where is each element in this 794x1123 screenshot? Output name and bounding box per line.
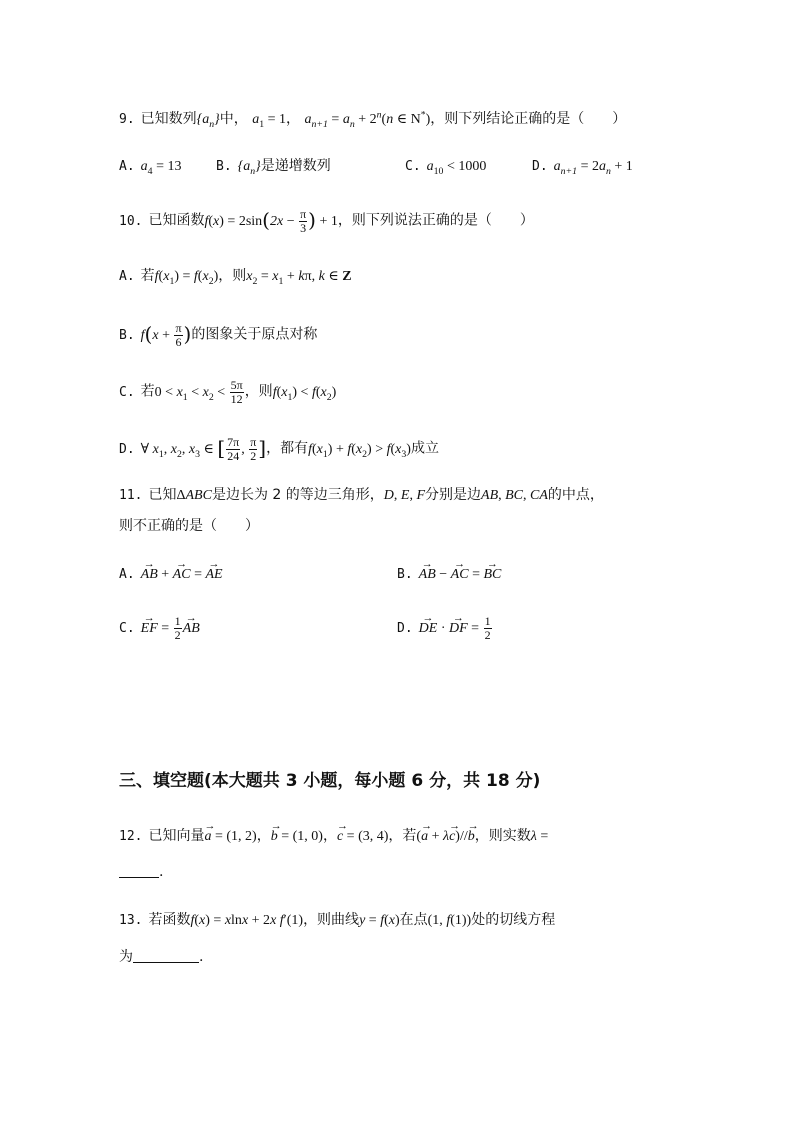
question-9: 9. 已知数列$\{a_n\}$中， $a_1 = 1$， $a_{n+1} = a_n + 2^n(n$ ∈ N*)，则下列结论正确的是（ ）: [119, 109, 627, 130]
answer-blank[interactable]: [133, 948, 199, 963]
option-c: C. 若$0 < x_1 < x_2$ < $\frac{5\pi}{12}$ ，则$f(x_1) < f(x_2)$: [119, 378, 337, 406]
question-13: 13. 若函数f(x) = xlnx + 2x f′(1)，则曲线y = f(x)在点(1, f(1))处的切线方程: [119, 912, 556, 928]
question-12: 12. 已知向量→ a = (1, 2)，→ b = (1, 0)，→ c = (3, 4)，若(→ a + λ→ c)//→ b，则实数λ =: [119, 825, 548, 848]
option-c: C. $a_{10} < 1000$: [405, 159, 487, 177]
option-a: A. → AB + → AC = → AE: [119, 563, 223, 586]
question-number: 9.: [119, 112, 135, 127]
option-c: C. → EF = $\frac{1}{2}$ → AB: [119, 615, 200, 642]
option-b: B. → AB − → AC = → BC: [397, 563, 501, 586]
question-number: 12.: [119, 829, 143, 844]
section-heading: 三、填空题(本大题共 3 小题，每小题 6 分，共 18 分): [119, 771, 541, 791]
math-expr: $\{a_n\}$: [196, 112, 220, 130]
question-11-line2: 则不正确的是（ ）: [119, 518, 259, 534]
option-a: A. 若$f(x_1) = f(x_2)$，则$x_2 = x_1 + k\pi$, k ∈ Z: [119, 268, 352, 287]
answer-blank-line: .: [119, 861, 163, 883]
option-a: A. $a_4 = 13$: [119, 159, 182, 177]
math-expr: $a_1 = 1$: [252, 112, 287, 130]
option-d: D. $a_{n+1} = 2a_n + 1$: [532, 159, 633, 177]
question-number: 10.: [119, 213, 143, 229]
answer-blank[interactable]: [119, 863, 159, 878]
question-10: 10. 已知函数f(x) = 2sin(2x − $\frac{\pi}{3}$ ) + 1，则下列说法正确的是（ ）: [119, 207, 534, 235]
math-expr: $a_{n+1} = a_n + 2^n(n$ ∈ N*): [304, 109, 431, 130]
question-number: 11.: [119, 488, 143, 503]
math-expr: f(x) = 2sin(2x − $\frac{\pi}{3}$ ) + 1: [204, 207, 338, 235]
option-d: D. → DE · → DF = $\frac{1}{2}$: [397, 615, 493, 642]
option-b: B. $\{a_n\}$是递增数列: [216, 158, 331, 177]
option-b: B. f(x + $\frac{\pi}{6}$ )的图象关于原点对称: [119, 321, 318, 349]
question-number: 13.: [119, 913, 143, 928]
question-11: 11. 已知ΔABC是边长为 2 的等边三角形，D, E, F分别是边AB, BC, CA的中点，: [119, 487, 604, 503]
option-d: D. ∀ $x_1$, $x_2$, $x_3$ ∈ [ $\frac{7\pi}{24}$ , $\frac{\pi}{2}$ ]，都有$f(x_1) + f(x_2) > f(x_3)$成立: [119, 435, 439, 463]
question-13-line2: 为 .: [119, 949, 204, 965]
